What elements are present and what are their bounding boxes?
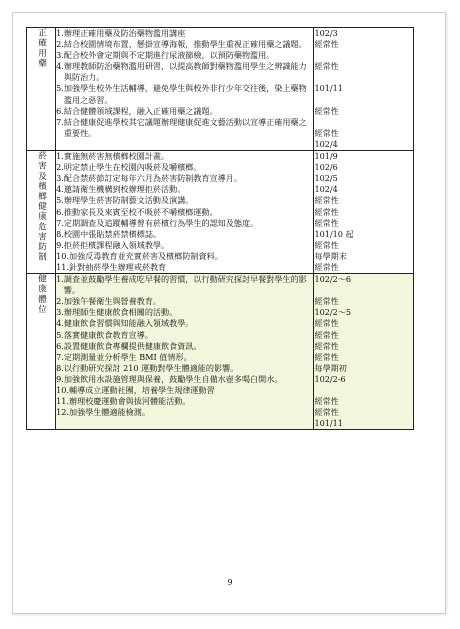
category-cell: [27, 151, 56, 274]
list-item: 11. 針對抽菸學生辦理戒菸教育: [56, 261, 167, 272]
date-entry: 每學期初: [314, 362, 347, 373]
date-entry: 102/3: [314, 28, 338, 38]
date-entry: 經常性: [314, 239, 339, 250]
health-plan-table: [26, 27, 414, 430]
date-entry: [314, 95, 413, 106]
list-item: 3. 配合禁菸節訂定每年六月為菸害防制教育宣導月。: [56, 173, 242, 184]
date-entry: 經常性: [314, 296, 339, 307]
list-item: 4. 健康飲食習慣與知能融入領域教學。: [56, 318, 194, 329]
list-item: 3. 配合校外會定期與不定期進行尿液篩檢，以預防藥物濫用。: [56, 50, 275, 61]
date-entry: 102/2-6: [314, 373, 346, 384]
list-item: 6. 設置健康飲食專欄提供健康飲食資訊。: [56, 340, 202, 351]
date-entry: 102/2～6: [314, 274, 352, 285]
date-entry: 102/4: [314, 184, 338, 195]
list-item: 8. 以行動研究探討 210 運動對學生體適能的影響。: [56, 362, 239, 373]
date-entry: 經常性: [314, 61, 339, 72]
category-label: 正確用藥: [36, 28, 47, 69]
dates-cell: [314, 151, 414, 274]
list-item: 6. 推動家長及來賓至校不吸菸不嚼檳榔運動。: [56, 206, 218, 217]
date-entry: 經常性: [314, 407, 339, 418]
category-label: 菸害及檳榔健康危害防制: [36, 151, 47, 263]
date-entry: 經常性: [314, 351, 339, 362]
date-entry: [314, 385, 413, 396]
date-entry: 經常性: [314, 127, 339, 138]
list-item: 5. 辦理學生菸害防制藝文活動及演講。: [56, 195, 194, 206]
date-entry: 102/5: [314, 173, 338, 184]
list-item: 4. 邀請衛生機構到校辦理拒菸活動。: [56, 184, 186, 195]
list-item: 5. 落實健康飲食教育宣導。: [56, 329, 153, 340]
list-item: 12. 加強學生體適能檢測。: [56, 407, 150, 418]
list-item: 9. 加強飲用水設施管理與保養，鼓勵學生自備水壺多喝白開水。: [56, 373, 283, 384]
date-entry: 102/2～5: [314, 307, 352, 318]
list-item: 2. 加強午餐衛生與營養教育。: [56, 296, 162, 307]
date-entry: [314, 72, 413, 83]
list-item: 1. 辦理正確用藥及防治藥物濫用講座: [56, 28, 186, 38]
date-entry: 101/10 起: [314, 228, 354, 239]
list-item: 3. 辦理師生健康飲食相關的活動。: [56, 307, 178, 318]
list-item: 7. 定期調查及追蹤輔導曾有菸檳行為學生的認知及態度。: [56, 217, 259, 228]
list-item: 7. 結合健康促進學校其它議題辦理健康促進文藝活動以宣導正確用藥之重要性。: [56, 116, 307, 138]
date-entry: 101/11: [314, 83, 343, 94]
section-row-healthy-weight: [27, 274, 414, 430]
date-entry: 101/11: [314, 418, 343, 429]
date-entry: 101/9: [314, 151, 338, 162]
category-cell: [27, 28, 56, 151]
date-entry: 經常性: [314, 329, 339, 340]
list-item: 11. 辦理校慶運動會與拔河體能活動。: [56, 396, 191, 407]
date-entry: [314, 285, 413, 296]
category-label: 健康體位: [36, 274, 47, 315]
date-entry: 經常性: [314, 105, 339, 116]
date-entry: 經常性: [314, 396, 339, 407]
date-entry: 經常性: [314, 318, 339, 329]
list-item: 1. 實施無菸害無檳榔校園計畫。: [56, 151, 170, 162]
items-cell: [56, 28, 314, 151]
list-item: 10. 輔導成立運動社團，培養學生規律運動習: [56, 385, 215, 395]
date-entry: 經常性: [314, 195, 339, 206]
items-cell: [56, 151, 314, 274]
date-entry: 經常性: [314, 217, 339, 228]
date-entry: [314, 50, 413, 61]
dates-cell: [314, 274, 414, 430]
date-entry: 經常性: [314, 261, 339, 272]
dates-cell: [314, 28, 414, 151]
list-item: 9. 拒菸拒檳課程融入領域教學。: [56, 239, 170, 250]
date-entry: 每學期末: [314, 250, 347, 261]
items-cell: [56, 274, 314, 430]
list-item: 5. 加強學生校外生活輔導，避免學生與校外非行少年交往後，染上藥物濫用之惡習。: [56, 83, 307, 105]
page-number: 9: [227, 578, 233, 587]
date-entry: 經常性: [314, 340, 339, 351]
date-entry: 經常性: [314, 39, 339, 50]
list-item: 7. 定期測量並分析學生 BMI 值情形。: [56, 351, 192, 362]
list-item: 8. 校園中張貼禁菸禁檳標誌。: [56, 228, 162, 239]
list-item: 4. 辦理教師防治藥物濫用研習，以提高教師對藥物濫用學生之辨識能力與防治力。: [56, 61, 307, 83]
list-item: 10. 加強反毒教育並充實菸害及檳榔防制資料。: [56, 250, 223, 261]
date-entry: 經常性: [314, 206, 339, 217]
list-item: 6. 結合健體領域課程，融入正確用藥之議題。: [56, 105, 218, 116]
list-item: 1. 調查並鼓勵學生養成吃早餐的習慣，以行動研究探討早餐對學生的影響。: [56, 274, 307, 296]
date-entry: [314, 117, 413, 128]
date-entry: 102/4: [314, 138, 338, 149]
list-item: 2. 結合校園情境布置、懸掛宣導海報，推動學生重視正確用藥之議題。: [56, 39, 307, 50]
section-row-tobacco: [27, 151, 414, 274]
category-cell: [27, 274, 56, 430]
section-row-medication: [27, 28, 414, 151]
list-item: 2. 明定禁止學生在校園內吸菸及嚼檳榔。: [56, 162, 202, 173]
date-entry: 102/6: [314, 162, 338, 173]
